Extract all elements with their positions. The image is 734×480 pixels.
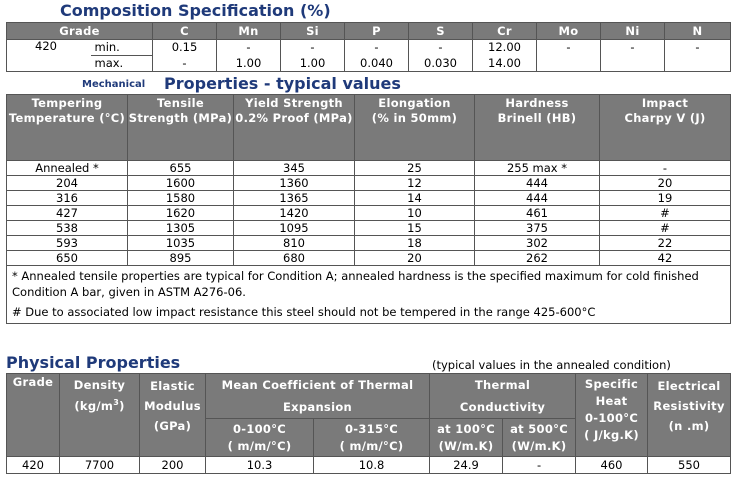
mech-cell: 20 [355, 251, 475, 266]
mech-cell: 18 [355, 236, 475, 251]
mech-cell: 20 [600, 176, 731, 191]
phys-header-range-315: 0-315°C ( m/m/°C) [314, 419, 430, 457]
composition-table [6, 22, 731, 72]
comp-cell [665, 56, 731, 72]
phys-cell-grade: 420 [7, 457, 60, 474]
mech-cell: 316 [7, 191, 128, 206]
phys-header-thermal: Thermal Conductivity [430, 374, 576, 419]
phys-cell-conductivity-500: - [503, 457, 576, 474]
comp-cell: 0.15 [153, 40, 217, 56]
mech-cell: 19 [600, 191, 731, 206]
mech-cell: 14 [355, 191, 475, 206]
phys-cell-specific-heat: 460 [576, 457, 648, 474]
mech-header-yield: Yield Strength 0.2% Proof (MPa) [234, 95, 355, 161]
comp-cell: - [409, 40, 473, 56]
comp-cell: 1.00 [281, 56, 345, 72]
mech-cell: 444 [475, 191, 600, 206]
phys-cell-expansion-315: 10.8 [314, 457, 430, 474]
physical-title: Physical Properties [6, 353, 181, 372]
mech-cell: 255 max * [475, 161, 600, 176]
mech-cell: 345 [234, 161, 355, 176]
comp-cell: - [217, 40, 281, 56]
mech-cell: 262 [475, 251, 600, 266]
comp-header-ni: Ni [601, 23, 665, 40]
mech-header-impact: Impact Charpy V (J) [600, 95, 731, 161]
mech-cell: 1305 [128, 221, 234, 236]
mech-table-row [7, 251, 731, 266]
mech-cell: 655 [128, 161, 234, 176]
mech-cell: 302 [475, 236, 600, 251]
phys-header-cond-500: at 500°C (W/m.K) [503, 419, 576, 457]
comp-cell: - [665, 40, 731, 56]
mech-header-tempering: Tempering Temperature (°C) [7, 95, 128, 161]
comp-cell: - [345, 40, 409, 56]
phys-header-elastic: Elastic Modulus (GPa) [140, 374, 206, 457]
comp-header-grade: Grade [7, 23, 153, 40]
mech-cell: 1360 [234, 176, 355, 191]
mech-cell: 12 [355, 176, 475, 191]
mech-cell: 680 [234, 251, 355, 266]
mech-cell: 538 [7, 221, 128, 236]
phys-cell-density: 7700 [60, 457, 140, 474]
comp-cell: 1.00 [217, 56, 281, 72]
mech-cell: 204 [7, 176, 128, 191]
mech-cell: 650 [7, 251, 128, 266]
phys-header-density [60, 374, 140, 457]
mech-cell: 42 [600, 251, 731, 266]
mech-cell: # [600, 206, 731, 221]
phys-cell-conductivity-100: 24.9 [430, 457, 503, 474]
comp-header-s: S [409, 23, 473, 40]
mech-cell: 427 [7, 206, 128, 221]
mech-cell: 22 [600, 236, 731, 251]
mechanical-note-annealed: * Annealed tensile properties are typical for Condition A; annealed hardness is the specified maximum for cold finished Condition A bar, given in ASTM A276-06. [7, 266, 731, 302]
mechanical-small-label: Mechanical [82, 79, 146, 90]
comp-header-mo: Mo [537, 23, 601, 40]
comp-header-mn: Mn [217, 23, 281, 40]
comp-header-p: P [345, 23, 409, 40]
mech-cell: 1580 [128, 191, 234, 206]
mech-cell: 1420 [234, 206, 355, 221]
mech-cell: - [600, 161, 731, 176]
mech-table-row [7, 191, 731, 206]
comp-cell: 0.030 [409, 56, 473, 72]
mechanical-table [6, 94, 731, 324]
mech-cell: # [600, 221, 731, 236]
phys-cell-resistivity: 550 [648, 457, 731, 474]
comp-header-cr: Cr [473, 23, 537, 40]
phys-density-name: Density [73, 378, 126, 392]
phys-cell-elastic: 200 [140, 457, 206, 474]
phys-header-grade: Grade [7, 374, 60, 457]
mech-header-elongation: Elongation (% in 50mm) [355, 95, 475, 161]
comp-row-label: max. [91, 56, 153, 72]
mech-cell: 10 [355, 206, 475, 221]
mech-cell: 1600 [128, 176, 234, 191]
comp-cell: - [601, 40, 665, 56]
comp-cell: 14.00 [473, 56, 537, 72]
mech-cell: 1035 [128, 236, 234, 251]
comp-grade-cell: 420 [7, 40, 91, 72]
physical-table [6, 373, 731, 474]
comp-header-c: C [153, 23, 217, 40]
mech-cell: 15 [355, 221, 475, 236]
mech-table-row [7, 176, 731, 191]
phys-header-mean-coeff: Mean Coefficient of Thermal Expansion [206, 374, 430, 419]
mech-cell: 593 [7, 236, 128, 251]
mech-cell: Annealed * [7, 161, 128, 176]
composition-title: Composition Specification (%) [60, 1, 331, 20]
comp-cell [537, 56, 601, 72]
comp-cell: - [281, 40, 345, 56]
comp-row-label: min. [91, 40, 153, 56]
phys-header-cond-100: at 100°C (W/m.K) [430, 419, 503, 457]
phys-header-specific: Specific Heat 0-100°C ( J/kg.K) [576, 374, 648, 457]
comp-cell: - [537, 40, 601, 56]
mech-cell: 375 [475, 221, 600, 236]
mech-cell: 444 [475, 176, 600, 191]
mech-cell: 1095 [234, 221, 355, 236]
mech-cell: 895 [128, 251, 234, 266]
phys-header-range-100: 0-100°C ( m/m/°C) [206, 419, 314, 457]
comp-cell: - [153, 56, 217, 72]
physical-subtitle: (typical values in the annealed condition) [432, 358, 671, 372]
comp-cell [601, 56, 665, 72]
mechanical-note-impact: # Due to associated low impact resistance this steel should not be tempered in the range 425-600°C [7, 301, 731, 324]
mech-header-tensile: Tensile Strength (MPa) [128, 95, 234, 161]
mech-header-hardness: Hardness Brinell (HB) [475, 95, 600, 161]
phys-cell-expansion-100: 10.3 [206, 457, 314, 474]
mech-cell: 1620 [128, 206, 234, 221]
mech-table-row [7, 161, 731, 176]
comp-header-n: N [665, 23, 731, 40]
mech-cell: 461 [475, 206, 600, 221]
mech-cell: 810 [234, 236, 355, 251]
mech-cell: 1365 [234, 191, 355, 206]
mech-table-row [7, 206, 731, 221]
comp-cell: 0.040 [345, 56, 409, 72]
mechanical-title: Properties - typical values [164, 74, 401, 93]
mech-table-row [7, 221, 731, 236]
phys-density-unit: $(kg/m^3)$ [74, 398, 125, 413]
comp-header-si: Si [281, 23, 345, 40]
mech-cell: 25 [355, 161, 475, 176]
phys-header-electrical: Electrical Resistivity (n .m) [648, 374, 731, 457]
mech-table-row [7, 236, 731, 251]
comp-cell: 12.00 [473, 40, 537, 56]
